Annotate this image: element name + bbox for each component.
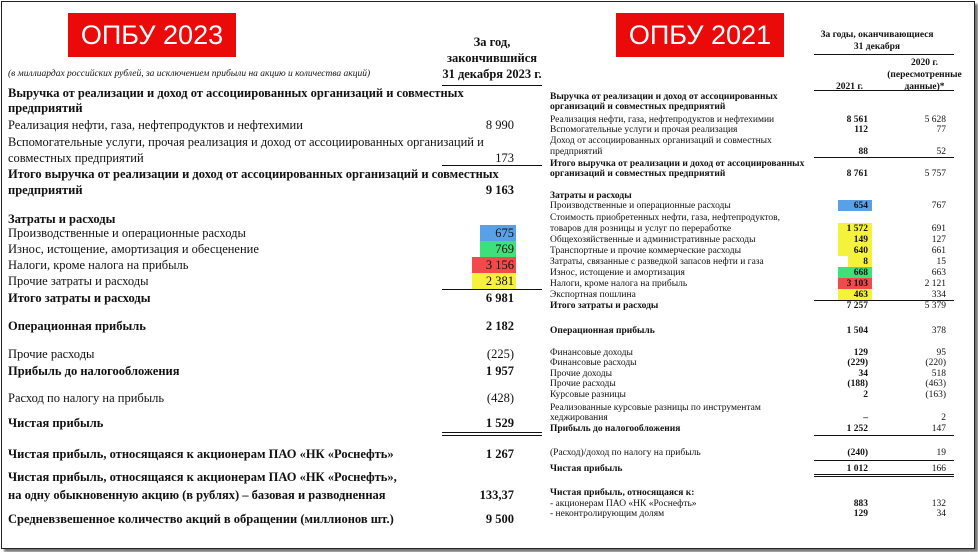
row-label: Вспомогательные услуги и прочая реализация <box>550 125 738 135</box>
period-rule <box>814 54 954 55</box>
value-2021: (188) <box>847 379 868 389</box>
value-2020: (163) <box>925 390 946 400</box>
value-2020: 518 <box>931 369 946 379</box>
value-2021: 8 <box>863 257 868 267</box>
row-label: Выручка от реализации и доход от ассоциированных организаций и совместных <box>8 86 464 100</box>
row-label: Затраты и расходы <box>550 191 632 201</box>
value-2020: 15 <box>936 257 946 267</box>
value-2020: 663 <box>931 268 946 278</box>
value-2020: 19 <box>936 448 946 458</box>
row-label: Стоимость приобретенных нефти, газа, нефтепродуктов, <box>550 213 781 223</box>
row-label: Чистая прибыль <box>550 464 623 474</box>
col2020-header-line-3: данные)* <box>904 82 945 92</box>
value-2021: 668 <box>853 268 868 278</box>
row-label: Реализованные курсовые разницы по инструментам <box>550 403 761 413</box>
row-label: (Расход)/доход по налогу на прибыль <box>550 448 701 458</box>
value-2020: 2 <box>941 413 946 423</box>
row-label: Финансовые доходы <box>550 348 633 358</box>
value-2021: 3 103 <box>846 279 868 289</box>
row-label: Операционная прибыль <box>8 319 146 333</box>
row-label: Реализация нефти, газа, нефтепродуктов и нефтехимии <box>8 118 303 132</box>
row-label: Износ, истощение, амортизация и обесценение <box>8 242 259 256</box>
total-rule <box>814 157 954 158</box>
value-2021: 129 <box>853 348 868 358</box>
row-label: Затраты, связанные с разведкой запасов нефти и газа <box>550 257 764 267</box>
row-label: Прочие доходы <box>550 369 612 379</box>
row-value: 6 981 <box>485 291 514 305</box>
row-value: 675 <box>495 226 514 240</box>
badge-2023: ОПБУ 2023 <box>68 13 236 57</box>
value-2020: (463) <box>925 379 946 389</box>
value-2021: 8 561 <box>846 115 868 125</box>
col2021-header: 2021 г. <box>836 82 863 92</box>
col-header-line-3: 31 декабря 2023 г. <box>442 67 542 81</box>
document-frame <box>1 1 975 549</box>
value-2020: 127 <box>931 235 946 245</box>
row-label: Налоги, кроме налога на прибыль <box>8 258 189 272</box>
row-label: Износ, истощение и амортизация <box>550 268 685 278</box>
col-header-line-2: закончившийся <box>446 51 538 65</box>
row-value: 1 267 <box>485 447 514 461</box>
value-2021: 34 <box>858 369 868 379</box>
value-2021: 88 <box>858 147 868 157</box>
value-2020: 132 <box>931 499 946 509</box>
row-label: Чистая прибыль, относящаяся к акционерам ПАО «НК «Роснефть», <box>8 470 397 484</box>
row-label: Реализация нефти, газа, нефтепродуктов и нефтехимии <box>550 115 775 125</box>
value-2021: 149 <box>853 235 868 245</box>
total-rule <box>814 300 954 301</box>
value-2021: 129 <box>853 509 868 519</box>
value-2021: 463 <box>853 290 868 300</box>
row-label: Итого затраты и расходы <box>550 301 659 311</box>
value-2021: 7 257 <box>846 301 868 311</box>
row-label: на одну обыкновенную акцию (в рублях) – базовая и разводненная <box>8 488 386 502</box>
value-2020: 34 <box>936 509 946 519</box>
row-value: (225) <box>486 347 514 361</box>
row-label: Чистая прибыль, относящаяся к акционерам ПАО «НК «Роснефть» <box>8 447 394 461</box>
row-value: 8 990 <box>485 118 514 132</box>
row-label: Итого выручка от реализации и доход от ассоциированных организаций и совместных <box>8 167 499 181</box>
row-value: 1 957 <box>485 364 514 378</box>
row-label: предприятий <box>8 183 83 197</box>
row-label: Прибыль до налогообложения <box>8 364 180 378</box>
row-label: Чистая прибыль, относящаяся к: <box>550 488 695 498</box>
value-2020: 77 <box>936 125 946 135</box>
row-value: 9 500 <box>485 512 514 526</box>
value-2021: 640 <box>853 246 868 256</box>
value-2020: (220) <box>925 358 946 368</box>
row-label: Затраты и расходы <box>8 212 116 226</box>
value-2020: 166 <box>931 464 946 474</box>
value-2020: 5 379 <box>924 301 946 311</box>
value-2020: 52 <box>936 147 946 157</box>
row-label: Курсовые разницы <box>550 390 626 400</box>
row-label: Чистая прибыль <box>8 416 104 430</box>
row-label: Транспортные и прочие коммерческие расходы <box>550 246 741 256</box>
row-value: (428) <box>486 391 514 405</box>
row-value: 769 <box>495 242 514 256</box>
row-label: организаций и совместных предприятий <box>550 169 726 179</box>
row-label: Итого затраты и расходы <box>8 291 151 305</box>
value-2020: 767 <box>931 201 946 211</box>
value-2021: 1 012 <box>846 464 868 474</box>
row-label: хеджирования <box>550 413 608 423</box>
col-header-line-1: За год, <box>473 35 511 49</box>
value-2021: (229) <box>847 358 868 368</box>
row-value: 1 529 <box>485 416 514 430</box>
row-label: Налоги, кроме налога на прибыль <box>550 279 688 289</box>
value-2020: 5 628 <box>924 115 946 125</box>
total-rule <box>814 435 954 436</box>
row-label: Средневзвешенное количество акций в обращении (миллионов шт.) <box>8 512 394 526</box>
value-2021: (240) <box>847 448 868 458</box>
value-2021: 2 <box>863 390 868 400</box>
badge-2021: ОПБУ 2021 <box>616 13 784 57</box>
value-2020: 95 <box>936 348 946 358</box>
row-label: Расход по налогу на прибыль <box>8 391 165 405</box>
value-2021: 112 <box>854 125 868 135</box>
value-2021: 883 <box>853 499 868 509</box>
value-2020: 378 <box>931 326 946 336</box>
row-label: Производственные и операционные расходы <box>8 226 246 240</box>
value-2020: 5 757 <box>924 169 946 179</box>
row-label: Производственные и операционные расходы <box>550 201 731 211</box>
value-2021: 1 572 <box>846 224 868 234</box>
value-2021: 1 252 <box>846 424 868 434</box>
row-label: Доход от ассоциированных организаций и совместных <box>550 136 772 146</box>
row-label: Прочие расходы <box>8 347 95 361</box>
value-2021: 8 761 <box>846 169 868 179</box>
value-2020: 691 <box>931 224 946 234</box>
col2020-header-line-2: (пересмотренные <box>887 70 962 80</box>
period-header-line-2: 31 декабря <box>853 42 901 52</box>
period-header-line-1: За годы, оканчивающиеся <box>820 30 934 40</box>
row-value: 2 182 <box>485 319 514 333</box>
value-2021: 654 <box>853 201 868 211</box>
value-2020: 2 121 <box>924 279 946 289</box>
row-label: Прочие затраты и расходы <box>8 274 149 288</box>
row-label: Итого выручка от реализации и доход от ассоциированных <box>550 159 805 169</box>
row-label: Общехозяйственные и административные расходы <box>550 235 756 245</box>
row-label: совместных предприятий <box>8 151 144 165</box>
row-label: предприятий <box>550 147 603 157</box>
ifrs-2021-statement <box>2 2 974 548</box>
row-label: - акционерам ПАО «НК «Роснефть» <box>550 499 697 509</box>
row-value: 173 <box>495 151 514 165</box>
row-value: 133,37 <box>479 488 514 502</box>
total-rule <box>814 476 954 477</box>
total-rule <box>814 90 954 91</box>
row-label: Операционная прибыль <box>550 326 655 336</box>
row-label: Прочие расходы <box>550 379 616 389</box>
row-label: предприятий <box>8 101 83 115</box>
row-label: Финансовые расходы <box>550 358 637 368</box>
row-label: Прибыль до налогообложения <box>550 424 681 434</box>
units-note: (в миллиардах российских рублей, за исключением прибыли на акцию и количества акций) <box>8 69 371 79</box>
row-value: 9 163 <box>485 183 514 197</box>
row-value: 2 381 <box>485 274 514 288</box>
value-2020: 661 <box>931 246 946 256</box>
value-2020: 147 <box>931 424 946 434</box>
value-2021: 1 504 <box>846 326 868 336</box>
total-rule <box>814 460 954 461</box>
row-label: Вспомогательные услуги, прочая реализация и доход от ассоциированных организаций и <box>8 135 484 149</box>
value-2021: – <box>863 413 868 423</box>
row-label: организаций и совместных предприятий <box>550 102 726 112</box>
row-label: товаров для розницы и услуг по переработке <box>550 224 732 234</box>
total-rule <box>814 474 954 475</box>
row-value: 3 156 <box>485 258 514 272</box>
row-label: Экспортная пошлина <box>550 290 636 300</box>
value-2020: 334 <box>931 290 946 300</box>
col2020-header-line-1: 2020 г. <box>911 58 938 68</box>
row-label: - неконтролирующим долям <box>550 509 665 519</box>
row-label: Выручка от реализации и доход от ассоциированных <box>550 92 778 102</box>
